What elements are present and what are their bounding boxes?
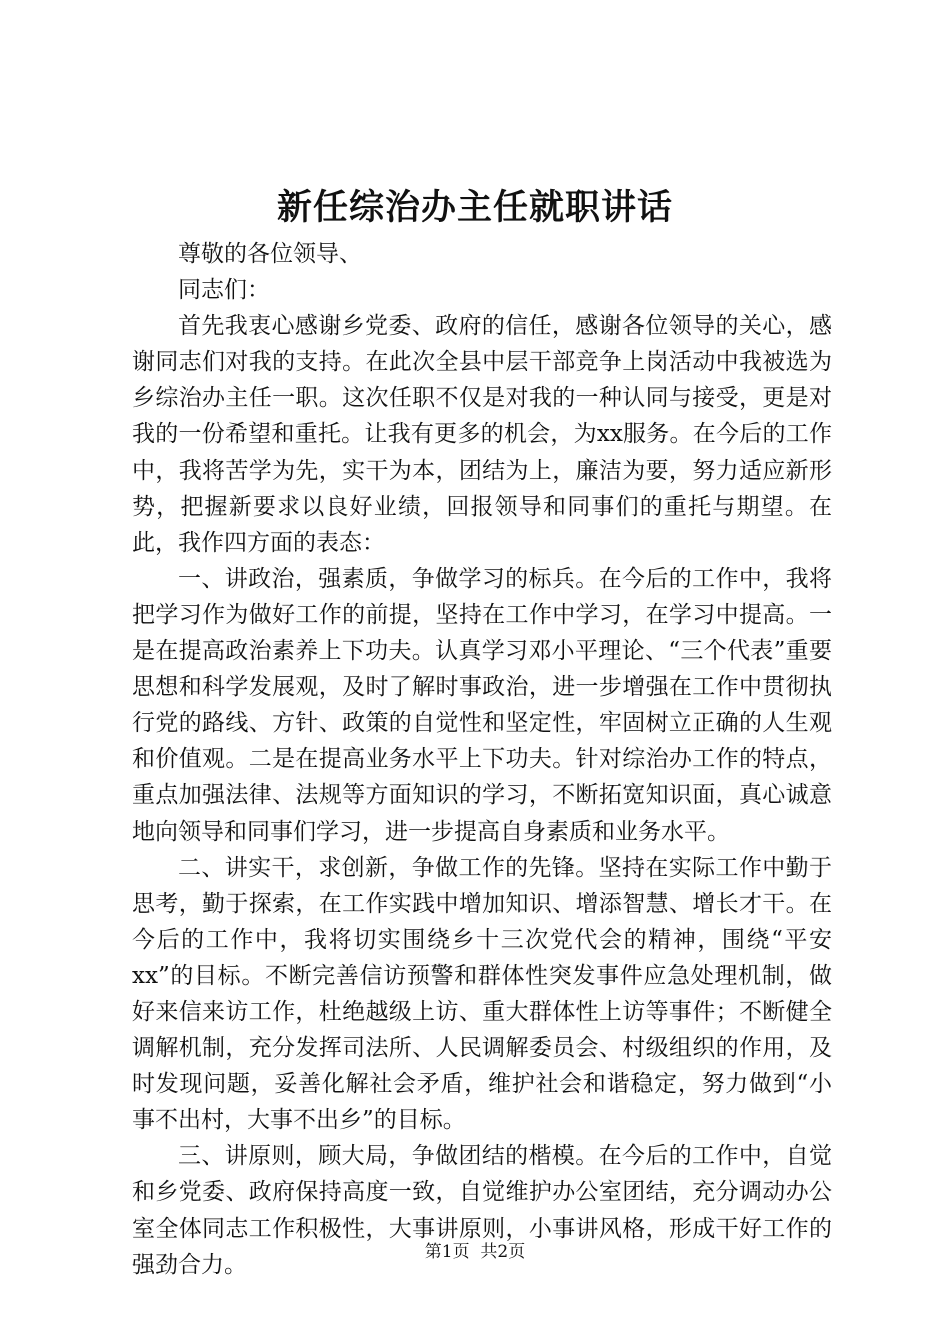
page-number-total: 共2页 [480, 1242, 526, 1262]
paragraph-intro: 首先我衷心感谢乡党委、政府的信任，感谢各位领导的关心，感谢同志们对我的支持。在此次全县中层干部竞争上岗活动中我被选为乡综治办主任一职。这次任职不仅是对我的一种认同与接受，更是对我的一份希望和重托。让我有更多的机会，为xx服务。在今后的工作中，我将苦学为先，实干为本，团结为上，廉洁为要，努力适应新形势，把握新要求以良好业绩，回报领导和同事们的重托与期望。在此，我作四方面的表态： [132, 313, 832, 556]
page-number-current: 第1页 [424, 1242, 470, 1262]
document-title: 新任综治办主任就职讲话 [276, 187, 673, 228]
salutation-line-1: 尊敬的各位领导、 [178, 241, 362, 267]
salutation-line-2: 同志们： [178, 277, 270, 304]
page-footer [0, 1240, 950, 1264]
paragraph-point-1: 一、讲政治，强素质，争做学习的标兵。在今后的工作中，我将把学习作为做好工作的前提，坚持在工作中学习，在学习中提高。一是在提高政治素养上下功夫。认真学习邓小平理论、“三个代表”重要思想和科学发展观，及时了解时事政治，进一步增强在工作中贯彻执行党的路线、方针、政策的自觉性和坚定性，牢固树立正确的人生观和价值观。二是在提高业务水平上下功夫。针对综治办工作的特点，重点加强法律、法规等方面知识的学习，不断拓宽知识面，真心诚意地向领导和同事们学习，进一步提高自身素质和业务水平。 [132, 565, 832, 845]
paragraph-point-2: 二、讲实干，求创新，争做工作的先锋。坚持在实际工作中勤于思考，勤于探索，在工作实践中增加知识、增添智慧、增长才干。在今后的工作中，我将切实围绕乡十三次党代会的精神，围绕“平安xx”的目标。不断完善信访预警和群体性突发事件应急处理机制，做好来信来访工作，杜绝越级上访、重大群体性上访等事件；不断健全调解机制，充分发挥司法所、人民调解委员会、村级组织的作用，及时发现问题，妥善化解社会矛盾，维护社会和谐稳定，努力做到“小事不出村，大事不出乡”的目标。 [132, 854, 832, 1134]
document-body [132, 236, 832, 1283]
paragraph-point-3: 三、讲原则，顾大局，争做团结的楷模。在今后的工作中，自觉和乡党委、政府保持高度一致，自觉维护办公室团结，充分调动办公室全体同志工作积极性，大事讲原则，小事讲风格，形成干好工作的强劲合力。 [132, 1143, 832, 1278]
